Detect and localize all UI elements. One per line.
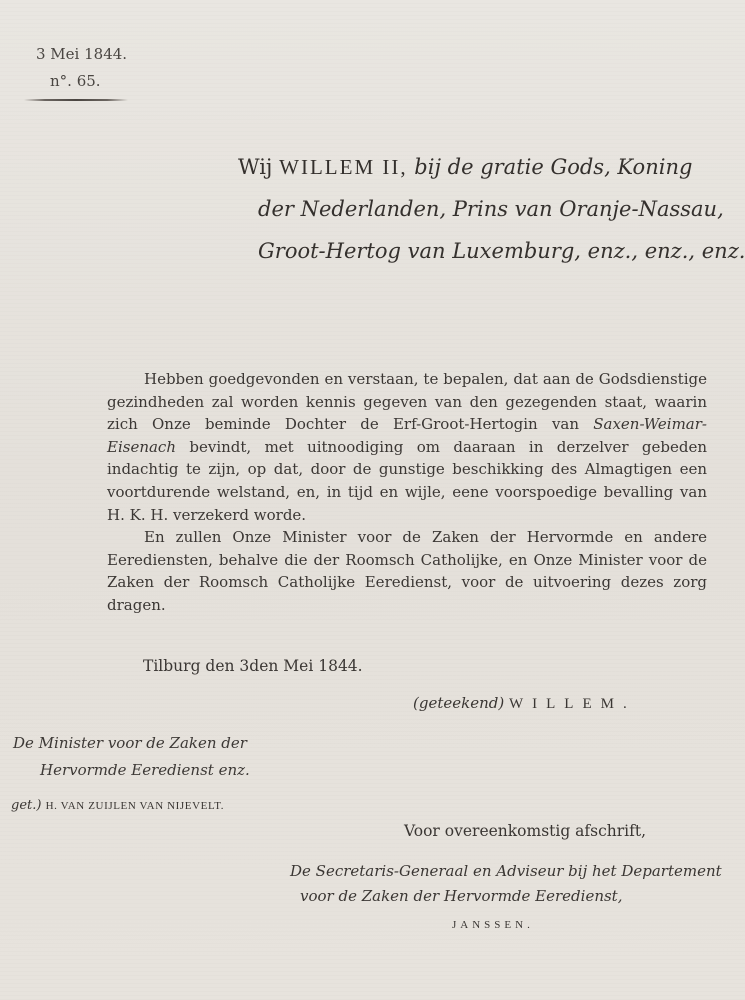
royal-signature bbox=[413, 694, 636, 713]
decree-paragraph-1 bbox=[107, 368, 707, 526]
minister-title-line-2: Hervormde Eeredienst enz. bbox=[40, 761, 250, 779]
title-king-name: WILLEM II, bbox=[279, 155, 408, 179]
title-line-1-rest: bij de gratie Gods, Koning bbox=[414, 155, 693, 179]
secretary-title-line-2: voor de Zaken der Hervormde Eeredienst, bbox=[300, 887, 623, 905]
signed-label: (geteekend) bbox=[413, 694, 505, 712]
paragraph-1-text-b: bevindt, met uitnoodiging om daaraan in derzelver gebeden indachtig te zijn, op dat, door de gunstige beschikking des Almagtigen een voortdurende welstand, en, in tijd en wijle, eene voorspoedige bevalling van H. K. H. verzekerd worde. bbox=[107, 437, 707, 524]
signature-name: WILLEM. bbox=[508, 696, 636, 712]
place-and-date: Tilburg den 3den Mei 1844. bbox=[143, 657, 363, 675]
title-line-2: der Nederlanden, Prins van Oranje-Nassau, bbox=[258, 197, 724, 221]
minister-signed-prefix: get.) bbox=[11, 798, 42, 813]
decree-body bbox=[107, 368, 707, 617]
secretary-title-line-1: De Secretaris-Generaal en Adviseur bij het Departement bbox=[290, 862, 722, 880]
reference-number: n°. 65. bbox=[50, 72, 101, 90]
decree-paragraph-2: En zullen Onze Minister voor de Zaken der Hervormde en andere Eerediensten, behalve die der Roomsch Catholijke, en Onze Minister voor de Zaken der Roomsch Catholijke Eeredienst, voor de uitvoering dezes zorg dragen. bbox=[107, 528, 707, 614]
reference-date: 3 Mei 1844. bbox=[36, 45, 128, 63]
minister-title-line-1: De Minister voor de Zaken der bbox=[13, 734, 247, 752]
title-line-3: Groot-Hertog van Luxemburg, enz., enz., enz. bbox=[258, 239, 745, 263]
title-line-1 bbox=[238, 155, 692, 180]
title-prefix: Wij bbox=[238, 155, 273, 179]
secretary-name: JANSSEN. bbox=[452, 919, 534, 931]
paragraph-1-italic-name: Saxen-Weimar-Eisenach bbox=[107, 415, 707, 456]
minister-name: H. VAN ZUIJLEN VAN NIJEVELT. bbox=[45, 800, 225, 812]
copy-statement: Voor overeenkomstig afschrift, bbox=[404, 822, 647, 840]
minister-signature bbox=[11, 798, 224, 813]
reference-underline bbox=[24, 99, 128, 101]
paragraph-1-text-a: Hebben goedgevonden en verstaan, te bepalen, dat aan de Godsdienstige gezindheden zal worden kennis gegeven van den gezegenden staat, waarin zich Onze beminde Dochter de Erf-Groot-Hertogin van bbox=[107, 370, 707, 434]
